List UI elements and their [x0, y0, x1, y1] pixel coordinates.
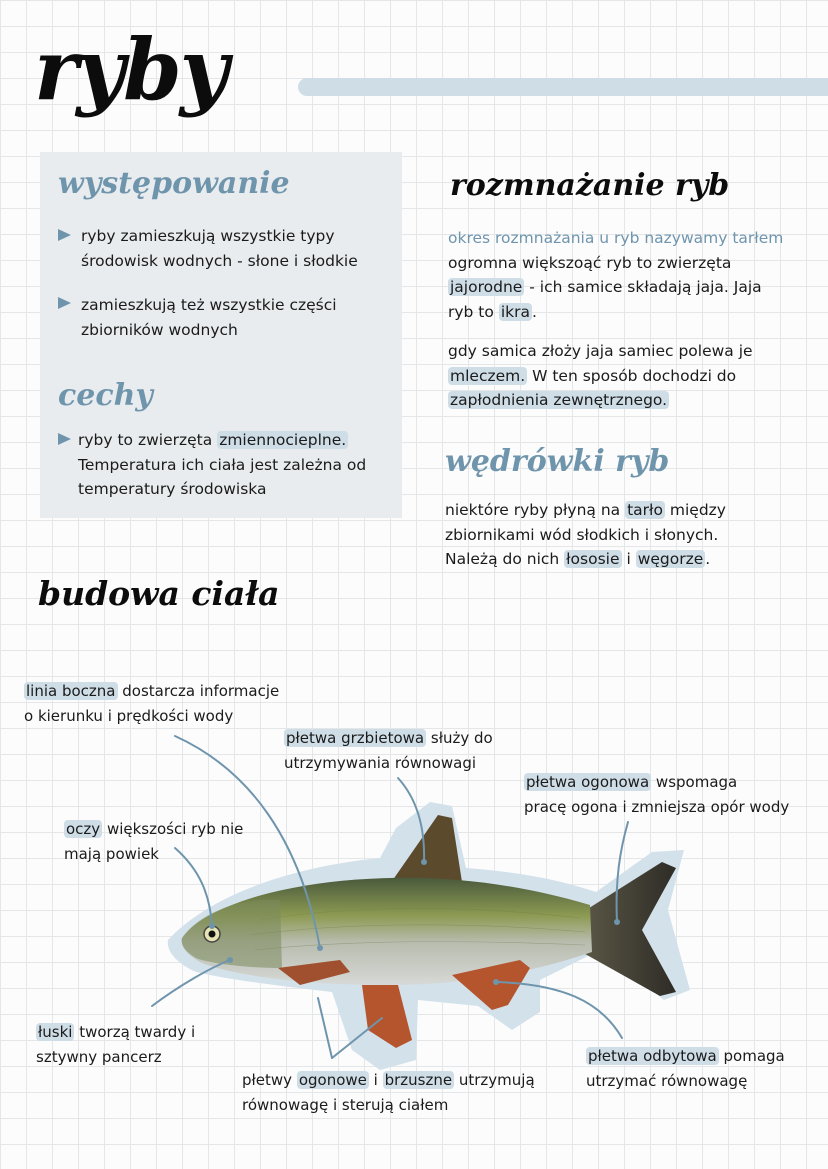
label-oczy: oczy większości ryb nie mają powiek	[64, 820, 244, 863]
label-pletwa-ogonowa: płetwa ogonowa wspomaga pracę ogona i zmniejsza opór wody	[524, 773, 790, 816]
label-pletwa-grzbietowa: płetwa grzbietowa służy do utrzymywania równowagi	[284, 729, 493, 772]
heading-budowa: budowa ciała	[38, 574, 280, 613]
heading-cechy: cechy	[58, 378, 153, 413]
label-luski: łuski tworzą twardy i sztywny pancerz	[36, 1023, 196, 1066]
cechy-text: ryby to zwierzęta zmiennocieplne. Temperatura ich ciała jest zależna od temperatury środowiska	[78, 431, 367, 498]
page-title: ryby	[34, 20, 227, 119]
rozmnazanie-paragraph-1: okres rozmnażania u ryb nazywamy tarłem ogromna większoąć ryb to zwierzęta jajorodne - ich samice składają jaja. Jaja ryb to ikra .	[448, 229, 784, 321]
wedrowki-text: niektóre ryby płyną na tarło między zbiornikami wód słodkich i słonych. Należą do nich łososie i węgorze .	[445, 501, 726, 568]
wystepowanie-bullet-2: zamieszkują też wszystkie części zbiorników wodnych	[81, 296, 337, 339]
heading-wedrowki: wędrówki ryb	[445, 444, 670, 479]
label-linia-boczna: linia boczna dostarcza informacje o kierunku i prędkości wody	[24, 682, 280, 725]
heading-wystepowanie: występowanie	[58, 166, 290, 201]
heading-rozmnazanie: rozmnażanie ryb	[450, 168, 730, 203]
label-pletwy-ogonowe-brzuszne: płetwy ogonowe i brzuszne utrzymują równowagę i sterują ciałem	[242, 1071, 535, 1114]
label-pletwa-odbytowa: płetwa odbytowa pomaga utrzymać równowagę	[586, 1047, 785, 1090]
wystepowanie-bullet-1: ryby zamieszkują wszystkie typy środowisk wodnych - słone i słodkie	[81, 227, 358, 270]
rozmnazanie-paragraph-2: gdy samica złoży jaja samiec polewa je mleczem. W ten sposób dochodzi do zapłodnienia zewnętrznego.	[448, 342, 753, 409]
leader-ogonowe-1	[318, 998, 332, 1058]
